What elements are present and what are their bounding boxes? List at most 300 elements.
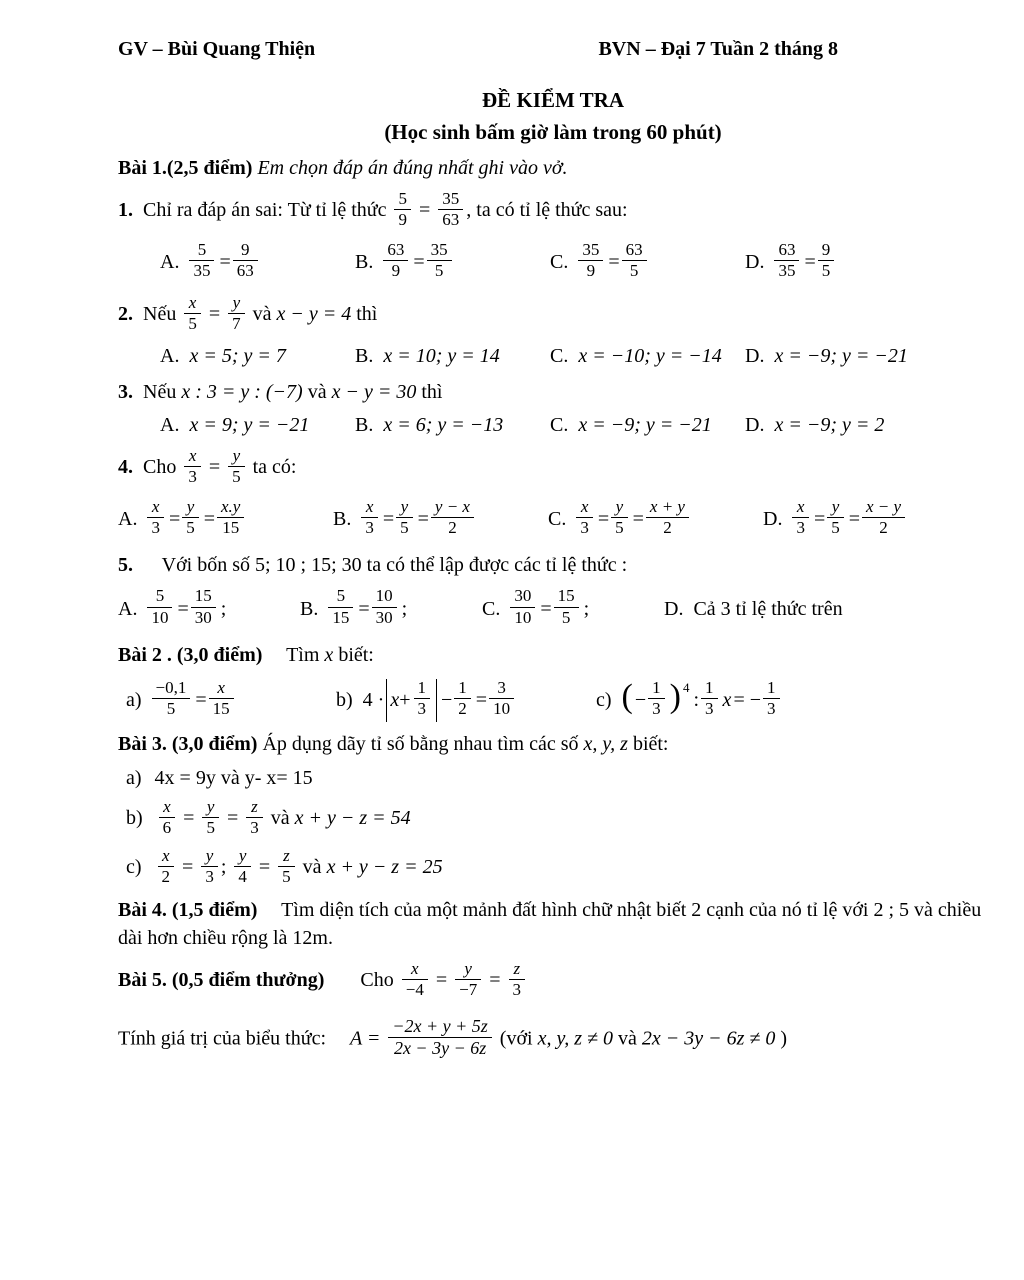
semicolon: ;: [220, 855, 227, 878]
option-b: [355, 241, 550, 284]
option-label: C.: [482, 597, 501, 620]
equals-sign: =: [195, 688, 207, 711]
exercise-2-instruction-after: biết:: [338, 643, 374, 666]
fraction-numerator: 5: [155, 586, 165, 606]
teacher-name: GV – Bùi Quang Thiện: [118, 38, 316, 60]
exercise-2-heading: [118, 641, 988, 669]
equals-sign: =: [848, 508, 861, 531]
equals-sign: =: [168, 508, 181, 531]
exercise-2-instruction: Tìm: [286, 643, 320, 666]
fraction: [234, 846, 251, 887]
fraction-numerator: x: [188, 293, 197, 313]
fraction-denominator: 3: [509, 979, 526, 1000]
math-proportion: x : 3 = y : (−7): [181, 381, 303, 404]
fraction-denominator: 30: [191, 607, 216, 628]
exercise-3-item-c: [118, 847, 988, 890]
equals-sign: =: [258, 855, 271, 878]
fraction: [182, 497, 199, 538]
fraction: [394, 189, 411, 230]
fraction-numerator: 1: [417, 677, 427, 697]
fraction-numerator: x: [580, 497, 589, 517]
exercise-5-text: Cho: [360, 968, 394, 991]
fraction: [578, 240, 603, 281]
fraction-denominator: −7: [455, 979, 481, 1000]
question-4-text-after: ta có:: [252, 456, 297, 479]
title-block: [118, 85, 988, 148]
equals-sign: =: [226, 806, 239, 829]
math-condition: x − y = 30: [331, 381, 417, 404]
equals-sign: =: [632, 508, 644, 531]
question-2-number: 2.: [118, 303, 133, 326]
fraction-numerator: x + y: [649, 497, 685, 517]
exercise-2-label: Bài 2 . (3,0 điểm): [118, 643, 263, 666]
fraction: [228, 293, 245, 334]
equals-sign: =: [597, 508, 610, 531]
fraction-numerator: 35: [582, 240, 600, 260]
fraction: [622, 240, 647, 281]
option-d: [763, 498, 978, 541]
exercise-3-item-a: [118, 764, 988, 792]
item-label: a): [126, 766, 142, 789]
option-d: [745, 345, 908, 368]
fraction-denominator: 2: [646, 517, 689, 538]
semicolon: ;: [220, 597, 227, 620]
fraction-denominator: 3: [763, 698, 780, 719]
fraction-numerator: z: [283, 845, 290, 865]
equals-sign: =: [435, 968, 448, 991]
question-2: [118, 294, 988, 337]
math-condition: x + y − z = 25: [326, 855, 443, 878]
fraction-denominator: 4: [234, 866, 251, 887]
fraction-denominator: 63: [438, 209, 463, 230]
fraction: [159, 797, 176, 838]
option-d: [664, 598, 846, 621]
question-5: [118, 551, 988, 579]
fraction-denominator: 9: [383, 260, 408, 281]
item-label: b): [336, 688, 353, 711]
fraction: [509, 959, 526, 1000]
document-header: [118, 38, 988, 61]
fraction: [455, 959, 481, 1000]
fraction-numerator: 63: [625, 240, 643, 260]
fraction-denominator: 35: [189, 260, 214, 281]
fraction-numerator: x: [188, 446, 197, 466]
fraction-denominator: 5: [818, 260, 835, 281]
fraction-numerator: 5: [336, 586, 346, 606]
fraction-denominator: −4: [402, 979, 428, 1000]
fraction-denominator: 9: [394, 209, 411, 230]
equals-sign: =: [183, 806, 195, 829]
option-label: B.: [300, 597, 319, 620]
option-b: [300, 587, 482, 630]
option-label: A.: [160, 414, 180, 437]
conjunction: và: [252, 303, 272, 326]
conjunction: và: [307, 381, 327, 404]
fraction-numerator: 1: [458, 677, 467, 697]
fraction: [152, 678, 191, 719]
option-label: D.: [745, 345, 765, 368]
fraction-denominator: 6: [159, 817, 176, 838]
fraction: [454, 678, 471, 719]
plus-sign: +: [399, 688, 411, 711]
question-3-number: 3.: [118, 381, 133, 404]
fraction-denominator: 5: [182, 517, 199, 538]
exercise-5-heading: [118, 960, 988, 1003]
exercise-4: [118, 896, 988, 952]
condition-open: (với: [499, 1027, 533, 1050]
option-c: [550, 414, 745, 437]
fraction: [862, 497, 905, 538]
option-label: B.: [355, 414, 374, 437]
fraction-numerator: x: [217, 677, 225, 697]
exercise-3-item-b: [118, 798, 988, 841]
option-value: x = −9; y = −21: [578, 414, 712, 437]
question-3-text-after: thì: [421, 381, 443, 404]
option-c: [548, 498, 763, 541]
option-label: D.: [745, 414, 765, 437]
equals-sign: =: [358, 597, 370, 620]
option-c: [482, 587, 664, 630]
fraction: [388, 1016, 491, 1059]
fraction-denominator: 5: [554, 607, 579, 628]
fraction: [184, 293, 201, 334]
equals-sign: =: [540, 597, 552, 620]
option-value: x = 9; y = −21: [189, 414, 310, 437]
option-b: [355, 345, 550, 368]
math-condition: x + y − z = 54: [294, 806, 411, 829]
absolute-value-expression: [386, 679, 437, 722]
fraction: [818, 240, 835, 281]
exercise-2-items: [118, 679, 988, 722]
question-2-text: Nếu: [143, 303, 177, 326]
fraction-numerator: 9: [240, 240, 250, 260]
fraction: [774, 240, 799, 281]
exercise-5-label: Bài 5. (0,5 điểm thưởng): [118, 968, 325, 991]
option-label: C.: [550, 414, 569, 437]
question-5-options: [118, 587, 988, 630]
option-label: C.: [550, 251, 569, 274]
fraction-numerator: y: [238, 845, 247, 865]
math-variables: x, y, z: [583, 732, 628, 755]
fraction-numerator: x: [162, 845, 170, 865]
fraction: [217, 497, 244, 538]
fraction-denominator: 7: [228, 313, 245, 334]
option-d: [745, 414, 884, 437]
option-b: [355, 414, 550, 437]
equals-sign: =: [417, 508, 429, 531]
exercise-1-heading: [118, 154, 988, 182]
fraction-numerator: 3: [497, 677, 506, 697]
fraction-numerator: 35: [442, 189, 460, 208]
conjunction: và: [270, 806, 290, 829]
option-label: A.: [160, 345, 180, 368]
question-4-text: Cho: [143, 456, 177, 479]
fraction: [233, 240, 258, 281]
condition-close: ): [780, 1027, 788, 1050]
fraction-numerator: 10: [375, 586, 393, 606]
fraction: [554, 586, 579, 627]
option-b: [333, 498, 548, 541]
fraction: [147, 586, 172, 627]
exercise-3-label: Bài 3. (3,0 điểm): [118, 732, 258, 755]
fraction-denominator: 10: [489, 698, 514, 719]
fraction-numerator: 1: [652, 677, 661, 697]
fraction: [510, 586, 535, 627]
fraction-denominator: 5: [427, 260, 452, 281]
option-label: A.: [118, 508, 138, 531]
fraction-denominator: 2: [158, 866, 175, 887]
fraction-numerator: x: [151, 497, 160, 517]
item-b: [336, 679, 596, 722]
fraction: [328, 586, 353, 627]
expression-name: A =: [350, 1027, 381, 1050]
fraction: [278, 846, 295, 887]
fraction-denominator: 15: [209, 698, 234, 719]
question-3: [118, 378, 988, 406]
math-equation: 4x = 9y: [154, 766, 216, 789]
question-1-text-after: , ta có tỉ lệ thức sau:: [466, 199, 628, 222]
fraction-denominator: 5: [827, 517, 844, 538]
option-label: C.: [550, 345, 569, 368]
option-a: [160, 345, 355, 368]
option-label: B.: [333, 508, 352, 531]
fraction-denominator: 3: [361, 517, 378, 538]
option-label: D.: [745, 251, 765, 274]
conjunction: và: [220, 766, 240, 789]
fraction: [189, 240, 214, 281]
fraction-denominator: 10: [510, 607, 535, 628]
math-condition: y- x= 15: [244, 766, 313, 789]
fraction: [402, 959, 428, 1000]
math-condition: 2x − 3y − 6z ≠ 0: [641, 1027, 776, 1050]
option-label: C.: [548, 508, 567, 531]
fraction-denominator: 15: [328, 607, 353, 628]
option-label: B.: [355, 251, 374, 274]
fraction: [246, 797, 263, 838]
equals-sign: =: [219, 251, 231, 274]
fraction: [648, 678, 665, 719]
fraction-numerator: −2x + y + 5z: [392, 1015, 488, 1036]
equals-sign: =: [382, 508, 395, 531]
option-label: D.: [664, 597, 684, 620]
exercise-3-heading: [118, 730, 988, 758]
fraction: [427, 240, 452, 281]
exercise-1-instruction: Em chọn đáp án đúng nhất ghi vào vở.: [257, 157, 568, 179]
fraction-denominator: 3: [201, 866, 218, 887]
assignment-label: BVN – Đại 7 Tuần 2 tháng 8: [598, 38, 838, 60]
fraction-numerator: y: [464, 958, 472, 978]
option-c: [550, 345, 745, 368]
fraction-numerator: 5: [197, 240, 207, 260]
fraction: [576, 497, 593, 538]
fraction-numerator: x: [163, 796, 171, 816]
equals-sign: =: [608, 251, 620, 274]
exercise-4-text: Tìm diện tích của một mảnh đất hình chữ nhật biết 2 cạnh của nó tỉ lệ với 2 ; 5 và chiều dài hơn chiều rộng là 12m.: [118, 898, 982, 949]
fraction-denominator: 30: [372, 607, 397, 628]
option-value: x = 6; y = −13: [383, 414, 504, 437]
fraction: [147, 497, 164, 538]
fraction-numerator: y: [186, 497, 195, 517]
fraction-denominator: 63: [233, 260, 258, 281]
fraction-denominator: 10: [147, 607, 172, 628]
fraction: [414, 678, 431, 719]
fraction-denominator: 3: [147, 517, 164, 538]
question-4-options: [118, 498, 988, 541]
fraction: [361, 497, 378, 538]
item-label: b): [126, 806, 143, 829]
option-label: A.: [118, 597, 138, 620]
fraction-numerator: 5: [398, 189, 407, 208]
equals-sign: =: [208, 456, 221, 479]
equals-sign: =: [177, 597, 189, 620]
fraction-denominator: 3: [576, 517, 593, 538]
fraction-numerator: y − x: [434, 497, 470, 517]
fraction: [158, 846, 175, 887]
fraction: [763, 678, 780, 719]
fraction: [201, 846, 218, 887]
fraction-denominator: 2: [862, 517, 905, 538]
conjunction: và: [302, 855, 322, 878]
coefficient: 4 ·: [362, 688, 385, 711]
question-4: [118, 447, 988, 490]
exam-subtitle: (Học sinh bấm giờ làm trong 60 phút): [384, 119, 722, 144]
question-1-options: [118, 241, 988, 284]
option-value: x = 5; y = 7: [189, 345, 286, 368]
fraction-denominator: 5: [396, 517, 413, 538]
fraction: [184, 446, 201, 487]
question-1: [118, 190, 988, 233]
option-value: x = −9; y = 2: [774, 414, 885, 437]
math-condition: x, y, z ≠ 0: [537, 1027, 614, 1050]
fraction-denominator: 5: [278, 866, 295, 887]
fraction-numerator: x: [411, 958, 419, 978]
item-label: a): [126, 688, 142, 711]
option-a: [118, 587, 300, 630]
fraction-denominator: 5: [202, 817, 219, 838]
fraction: [202, 797, 219, 838]
option-a: [160, 414, 355, 437]
equals-sign: =: [813, 508, 826, 531]
fraction-numerator: y: [615, 497, 624, 517]
item-a: [126, 679, 336, 722]
fraction-denominator: 3: [414, 698, 431, 719]
option-label: B.: [355, 345, 374, 368]
exercise-3-instruction-after: biết:: [632, 732, 669, 755]
math-condition: x − y = 4: [276, 303, 352, 326]
fraction-denominator: 2x − 3y − 6z: [388, 1037, 491, 1059]
conjunction: và: [618, 1027, 637, 1050]
fraction-denominator: 9: [578, 260, 603, 281]
equals-sign: =: [182, 855, 194, 878]
fraction: [396, 497, 413, 538]
fraction-numerator: 35: [430, 240, 448, 260]
question-4-number: 4.: [118, 456, 133, 479]
semicolon: ;: [583, 597, 590, 620]
option-a: [160, 241, 355, 284]
question-2-text-after: thì: [356, 303, 378, 326]
question-5-number: 5.: [118, 554, 133, 577]
fraction-numerator: 9: [821, 240, 831, 260]
exponent: 4: [682, 680, 690, 696]
option-value: Cả 3 tỉ lệ thức trên: [693, 597, 843, 620]
item-c: c) ( − $\frac{1}{3}$ ) 4 : $\frac{1}{3}$ x = − $\frac{1}{3}$: [596, 679, 783, 722]
math-variable: x: [722, 688, 732, 711]
fraction: [191, 586, 216, 627]
fraction-numerator: z: [251, 796, 258, 816]
fraction-numerator: y: [831, 497, 840, 517]
fraction-numerator: 63: [387, 240, 405, 260]
fraction: [438, 189, 463, 230]
fraction-denominator: 3: [792, 517, 809, 538]
equals-sign: =: [489, 968, 501, 991]
colon-sign: :: [693, 688, 700, 711]
fraction-denominator: 5: [152, 698, 191, 719]
equals-sign: =: [475, 688, 488, 711]
fraction-numerator: y: [205, 845, 214, 865]
exercise-3-instruction: Áp dụng dãy tỉ số bằng nhau tìm các số: [262, 732, 579, 755]
fraction-numerator: y: [232, 293, 241, 313]
exercise-5-expression-text: Tính giá trị của biểu thức:: [118, 1027, 326, 1050]
fraction-denominator: 2: [431, 517, 474, 538]
fraction-denominator: 5: [228, 466, 245, 487]
item-label: c): [126, 855, 142, 878]
fraction: [228, 446, 245, 487]
fraction-numerator: x: [796, 497, 805, 517]
fraction: [489, 678, 514, 719]
semicolon: ;: [401, 597, 408, 620]
fraction-numerator: x − y: [866, 497, 902, 517]
fraction: [372, 586, 397, 627]
math-variable: x: [390, 688, 400, 711]
fraction-numerator: x: [365, 497, 374, 517]
fraction-numerator: 1: [705, 677, 714, 697]
fraction-numerator: x.y: [221, 497, 241, 517]
fraction-numerator: y: [206, 796, 215, 816]
fraction-numerator: 30: [514, 586, 532, 606]
fraction: [431, 497, 474, 538]
equals-sign: =: [804, 251, 816, 274]
fraction-numerator: −0,1: [155, 677, 187, 697]
fraction-denominator: 5: [184, 313, 201, 334]
question-2-options: [118, 345, 988, 368]
option-value: x = 10; y = 14: [383, 345, 500, 368]
exercise-5-expression: [118, 1017, 988, 1062]
option-a: [118, 498, 333, 541]
minus-sign: −: [441, 688, 453, 711]
option-label: D.: [763, 508, 783, 531]
fraction: [611, 497, 628, 538]
fraction: [827, 497, 844, 538]
option-value: x = −10; y = −14: [578, 345, 722, 368]
option-d: [745, 241, 837, 284]
equals-minus: = −: [733, 688, 761, 711]
equals-sign: =: [418, 199, 431, 222]
fraction: [209, 678, 234, 719]
fraction-numerator: y: [400, 497, 409, 517]
question-3-text: Nếu: [143, 381, 177, 404]
fraction-numerator: 15: [194, 586, 212, 606]
exam-title: ĐỀ KIỂM TRA: [482, 88, 624, 112]
fraction-numerator: 1: [767, 677, 776, 697]
fraction-denominator: 2: [454, 698, 471, 719]
fraction-numerator: 63: [778, 240, 796, 260]
option-c: [550, 241, 745, 284]
math-variable: x: [324, 643, 334, 666]
fraction-numerator: y: [232, 446, 241, 466]
question-5-text: Với bốn số 5; 10 ; 15; 30 ta có thể lập được các tỉ lệ thức :: [161, 554, 628, 577]
minus-sign: −: [634, 688, 647, 711]
item-label: c): [596, 688, 612, 711]
